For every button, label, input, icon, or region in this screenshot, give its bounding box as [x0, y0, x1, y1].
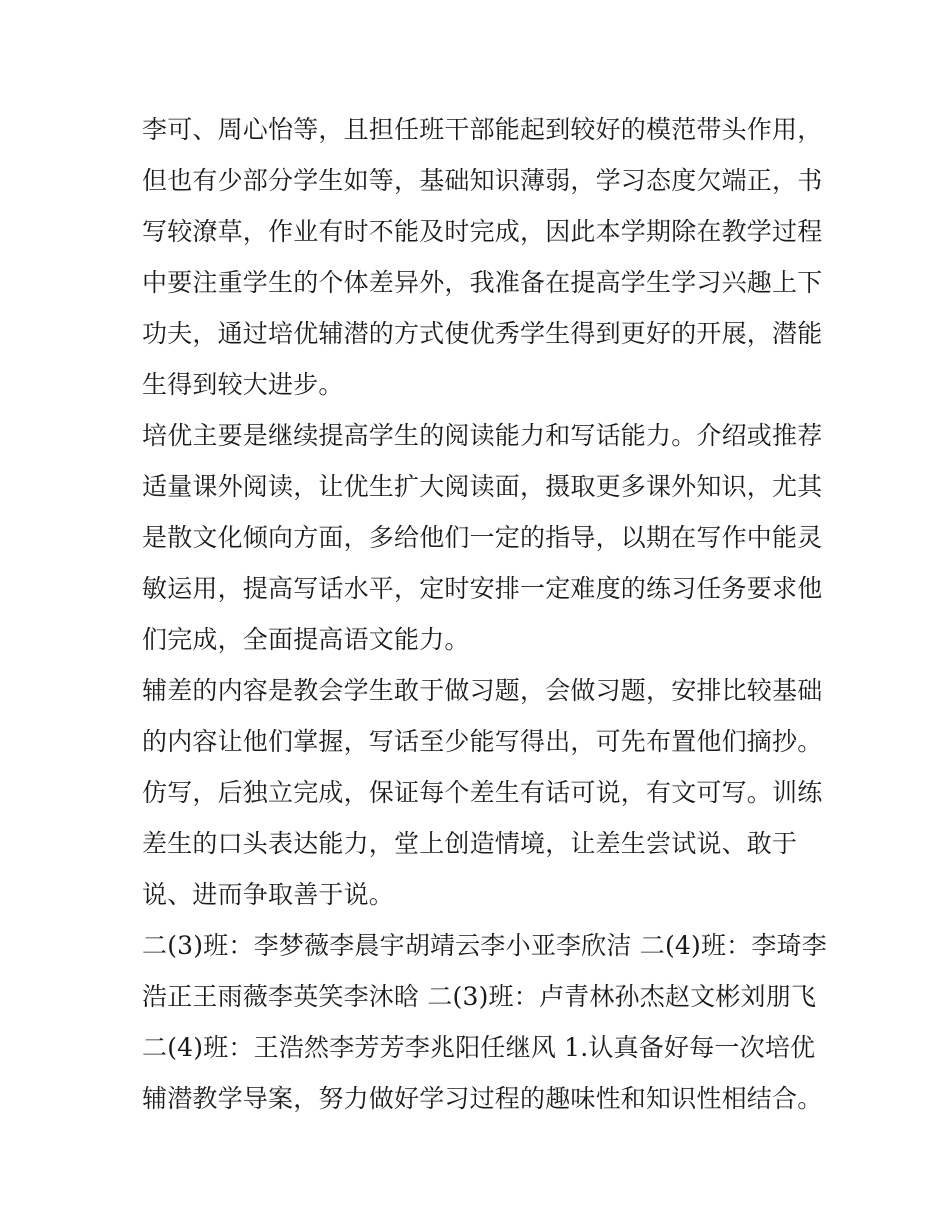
- text-line: 写较潦草，作业有时不能及时完成，因此本学期除在教学过程: [142, 217, 823, 246]
- text-line: 适量课外阅读，让优生扩大阅读面，摄取更多课外知识，尤其: [142, 472, 823, 501]
- text-line: 功夫，通过培优辅潜的方式使优秀学生得到更好的开展，潜能: [142, 319, 823, 348]
- text-line: 仿写，后独立完成，保证每个差生有话可说，有文可写。训练: [142, 778, 823, 807]
- text-line: 但也有少部分学生如等，基础知识薄弱，学习态度欠端正，书: [142, 166, 823, 195]
- text-line: 的内容让他们掌握，写话至少能写得出，可先布置他们摘抄。: [142, 727, 823, 756]
- text-line: 辅潜教学导案，努力做好学习过程的趣味性和知识性相结合。: [142, 1084, 823, 1113]
- text-line: 浩正王雨薇李英笑李沐晗 二(3)班：卢青林孙杰赵文彬刘朋飞: [142, 982, 817, 1011]
- text-line: 说、进而争取善于说。: [142, 880, 395, 909]
- text-line: 二(4)班：王浩然李芳芳李兆阳任继风 1.认真备好每一次培优: [142, 1033, 816, 1062]
- text-line: 辅差的内容是教会学生敢于做习题，会做习题，安排比较基础: [142, 676, 823, 705]
- text-line: 培优主要是继续提高学生的阅读能力和写话能力。介绍或推荐: [142, 421, 823, 450]
- text-line: 二(3)班：李梦薇李晨宇胡靖云李小亚李欣洁 二(4)班：李琦李: [142, 931, 827, 960]
- text-line: 差生的口头表达能力，堂上创造情境，让差生尝试说、敢于: [142, 829, 798, 858]
- text-line: 们完成，全面提高语文能力。: [142, 625, 470, 654]
- text-line: 敏运用，提高写话水平，定时安排一定难度的练习任务要求他: [142, 574, 823, 603]
- document-body: [142, 104, 827, 1124]
- text-line: 中要注重学生的个体差异外，我准备在提高学生学习兴趣上下: [142, 268, 823, 297]
- text-line: 是散文化倾向方面，多给他们一定的指导，以期在写作中能灵: [142, 523, 823, 552]
- text-line: 李可、周心怡等，且担任班干部能起到较好的模范带头作用，: [142, 115, 823, 144]
- text-line: 生得到较大进步。: [142, 370, 344, 399]
